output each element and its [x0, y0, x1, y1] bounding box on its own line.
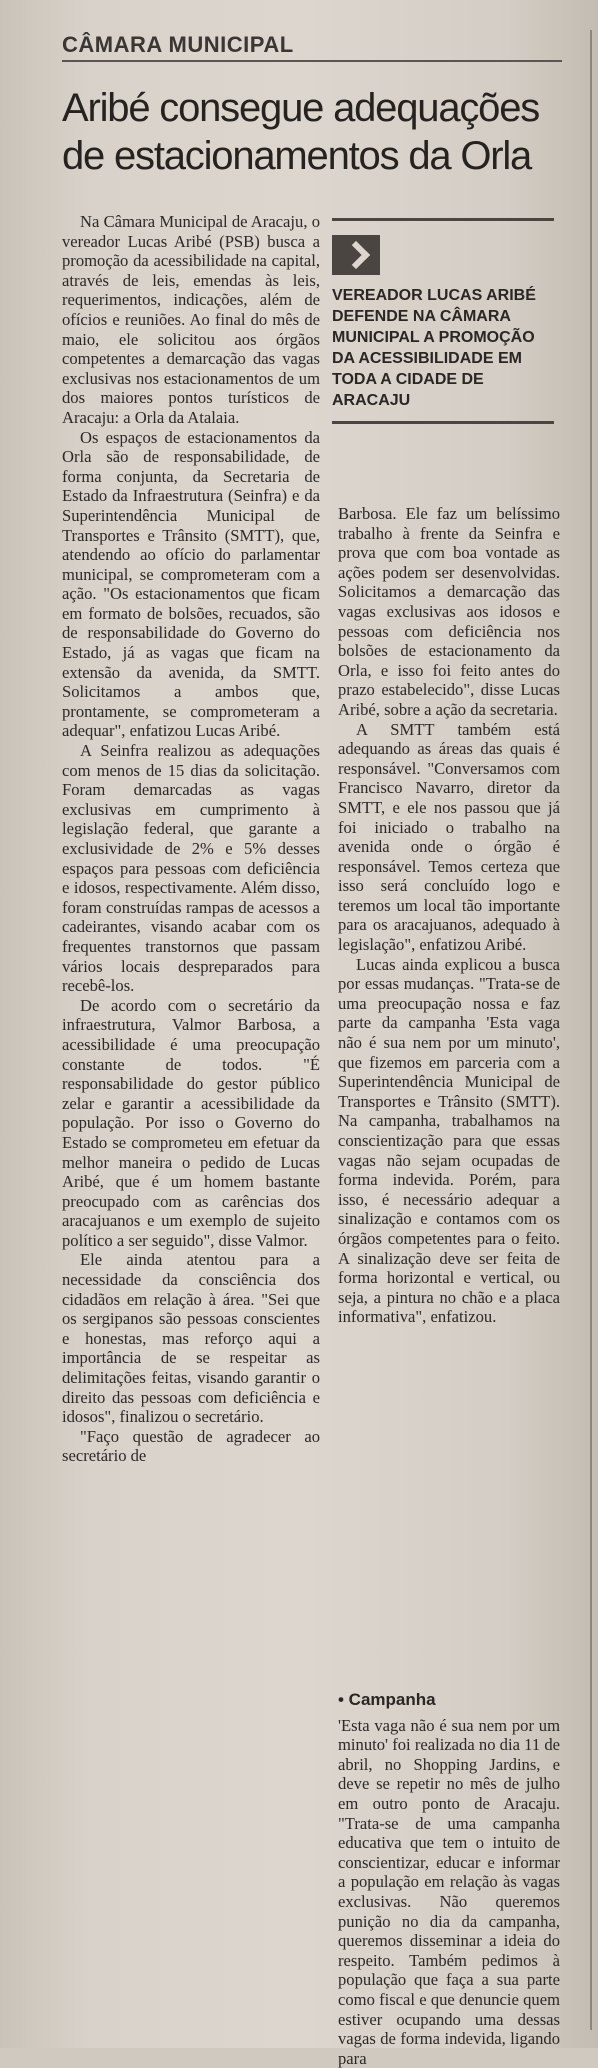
section-rule — [62, 60, 562, 62]
paragraph: Ele ainda atentou para a necessidade da consciência dos cidadãos em relação à área. "Sei que os sergipanos são pessoas conscientes e honestas, mas reforço aqui a importância de se respeitar as delimitações feitas, visando garantir o direito das pessoas com deficiência e idosos", finalizou o secretário. — [62, 1250, 320, 1427]
article-column-1 — [62, 212, 320, 1466]
paragraph: Na Câmara Municipal de Aracaju, o vereador Lucas Aribé (PSB) busca a promoção da acessibilidade na capital, através de leis, emendas às leis, requerimentos, indicações, além de ofícios e reuniões. Ao final do mês de maio, ele solicitou aos órgãos competentes a demarcação das vagas exclusivas nos estacionamentos de um dos maiores pontos turísticos de Aracaju: a Orla da Atalaia. — [62, 212, 320, 427]
pullquote-top-rule — [332, 218, 554, 221]
paragraph: A SMTT também está adequando as áreas das quais é responsável. "Conversamos com Francisco Navarro, diretor da SMTT, e ele nos passou que já foi iniciado o trabalho na avenida onde o órgão é responsável. Temos certeza que isso será concluído logo e teremos um local tão importante para os aracajuanos, adequado à legislação", enfatizou Aribé. — [338, 719, 560, 955]
article-column-2 — [338, 504, 560, 1327]
pullquote-box — [332, 218, 554, 424]
paragraph: Lucas ainda explicou a busca por essas mudanças. "Trata-se de uma preocupação nossa e faz parte da campanha 'Esta vaga não é sua nem por um minuto', que fizemos em parceria com a Superintendência Municipal de Transportes e Trânsito (SMTT). Na campanha, trabalhamos na conscientização para que essas vagas não sejam ocupadas de forma indevida. Porém, para isso, é necessário adequar a sinalização e contamos com os órgãos competentes para o feito. A sinalização deve ser feita de forma horizontal e vertical, ou seja, a pintura no chão e a placa informativa", enfatizou. — [338, 954, 560, 1327]
paragraph: A Seinfra realizou as adequações com menos de 15 dias da solicitação. Foram demarcadas as vagas exclusivas em cumprimento à legislação federal, que garante a exclusividade de 2% e 5% desses espaços para pessoas com deficiência e idosos, respectivamente. Além disso, foram construídas rampas de acessos a cadeirantes, visando acabar com os frequentes transtornos que passam vários locais despreparados para recebê-los. — [62, 741, 320, 996]
section-label: CÂMARA MUNICIPAL — [62, 32, 294, 57]
paragraph: 'Esta vaga não é sua nem por um minuto' foi realizada no dia 11 de abril, no Shopping Jardins, e deve se repetir no mês de julho em outro ponto de Aracaju. "Trata-se de uma campanha educativa que tem o intuito de conscientizar, educar e informar a população em relação às vagas exclusivas. Não queremos punição no dia da campanha, queremos disseminar a ideia do respeito. Também pedimos à população que faça a sua parte como fiscal e que denuncie quem estiver ocupando uma dessas vagas de forma indevida, ligando para — [338, 1715, 560, 2068]
arrow-right-icon — [332, 235, 380, 275]
paragraph: De acordo com o secretário da infraestrutura, Valmor Barbosa, a acessibilidade é uma preocupação constante de todos. "É responsabilidade do gestor público zelar e garantir a acessibilidade da população. Por isso o Governo do Estado se comprometeu em efetuar da melhor maneira o pedido de Lucas Aribé, que é um homem bastante preocupado com as carências dos aracajuanos e um exemplo de sujeito político a ser seguido", disse Valmor. — [62, 995, 320, 1250]
pullquote-bottom-rule — [332, 421, 554, 424]
subheading-campanha: • Campanha — [338, 1690, 436, 1709]
column-edge-line — [590, 30, 592, 2030]
pullquote-text: VEREADOR LUCAS ARIBÉ DEFENDE NA CÂMARA MUNICIPAL A PROMOÇÃO DA ACESSIBILIDADE EM TODA A CIDADE DE ARACAJU — [332, 287, 536, 409]
headline: Aribé consegue adequações de estacionamentos da Orla — [62, 86, 540, 178]
paragraph: Barbosa. Ele faz um belíssimo trabalho à frente da Seinfra e prova que com boa vontade as ações podem ser desenvolvidas. Solicitamos a demarcação das vagas exclusivas aos idosos e pessoas com deficiência nos bolsões de estacionamento da Orla, e isso foi feito antes do prazo estabelecido", disse Lucas Aribé, sobre a ação da secretaria. — [338, 504, 560, 719]
paragraph: Os espaços de estacionamentos da Orla são de responsabilidade, de forma conjunta, da Secretaria de Estado da Infraestrutura (Seinfra) e da Superintendência Municipal de Transportes e Trânsito (SMTT), que, atendendo ao ofício do parlamentar municipal, se comprometeram com a ação. "Os estacionamentos que ficam em formato de bolsões, recuados, são de responsabilidade do Governo do Estado, já as vagas que ficam na extensão da avenida, da SMTT. Solicitamos a ambos que, prontamente, se comprometeram a adequar", enfatizou Lucas Aribé. — [62, 427, 320, 741]
paragraph: "Faço questão de agradecer ao secretário de — [62, 1426, 320, 1466]
article-column-3 — [338, 1690, 560, 2068]
